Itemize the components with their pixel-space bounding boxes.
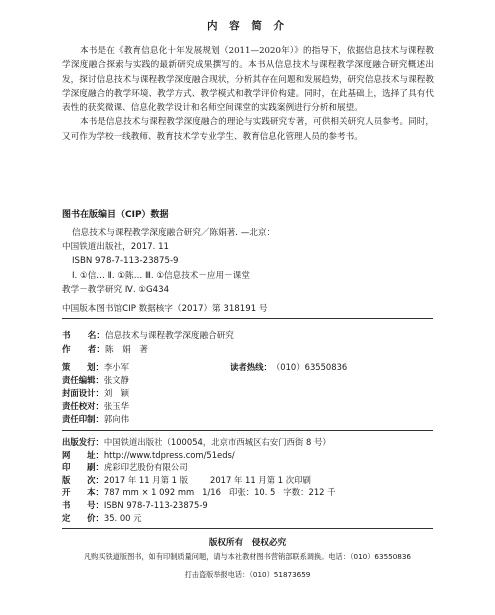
isbn: ISBN 978-7-113-23875-9 xyxy=(103,499,208,510)
piracy-hotline: 打击盗版举报电话：（010）51873659 xyxy=(184,570,311,579)
sheets: 印张：10. 5 xyxy=(228,487,276,498)
publisher: 中国铁道出版社（100054，北京市西城区右安门西街 8 号） xyxy=(103,437,331,447)
cip-block xyxy=(62,226,442,297)
edition-label: 版 次： xyxy=(62,474,104,485)
book-info xyxy=(62,329,234,357)
isbn-row xyxy=(62,499,434,512)
summary-title: 内 容 简 介 xyxy=(207,20,288,32)
book-author-label: 作 者： xyxy=(62,345,105,355)
copyright-notice: 版权所有 侵权必究 xyxy=(208,538,287,548)
staff-value: 郭向伟 xyxy=(103,414,129,424)
staff-label: 责任编辑： xyxy=(62,375,104,385)
staff-row xyxy=(62,413,434,426)
edition: 2017 年 11 月第 1 版 xyxy=(103,474,188,485)
cip-line: 教学－教学研究 Ⅳ. ①G434 xyxy=(62,284,170,295)
staff-row xyxy=(62,400,434,413)
quality-notice: 凡购买铁道版图书，如有印制质量问题，请与本社教材图书营销部联系调换。电话：（010）63550836 xyxy=(83,552,412,561)
website: http://www.tdpress.com/51eds/ xyxy=(103,449,235,460)
book-author: 陈 娟 著 xyxy=(104,345,148,355)
book-title-label: 书 名： xyxy=(62,331,105,341)
staff-value: 张玉华 xyxy=(103,401,129,411)
publication-info xyxy=(62,436,434,524)
book-title-row xyxy=(62,329,234,343)
cip-heading: 图书在版编目（CIP）数据 xyxy=(62,210,169,220)
format-row xyxy=(62,486,434,499)
staff-row xyxy=(62,387,434,400)
website-row xyxy=(62,449,434,462)
publisher-label: 出版发行： xyxy=(62,437,104,447)
website-label: 网 址： xyxy=(62,449,104,460)
format-fold: 1/16 xyxy=(202,487,221,498)
publisher-row xyxy=(62,436,434,449)
cip-data-number: 中国版本图书馆CIP 数据核字（2017）第 318191 号 xyxy=(62,304,268,314)
staff-value: 刘 颖 xyxy=(103,388,129,398)
words: 字数：212 千 xyxy=(283,487,336,498)
staff-value: 张文静 xyxy=(103,375,129,385)
format-label: 开 本： xyxy=(62,487,104,498)
hotline-value: （010）63550836 xyxy=(271,362,348,372)
hotline-label: 读者热线： xyxy=(230,362,272,372)
printer: 虎彩印艺股份有限公司 xyxy=(103,462,188,473)
staff-label: 封面设计： xyxy=(62,388,104,398)
staff-row xyxy=(62,374,434,387)
format: 787 mm × 1 092 mm xyxy=(103,487,195,498)
divider xyxy=(62,528,433,529)
printer-label: 印 刷： xyxy=(62,462,104,473)
reader-hotline xyxy=(230,361,347,374)
staff-label: 策 划： xyxy=(62,362,104,372)
edition-row xyxy=(62,474,434,487)
staff-row xyxy=(62,361,434,374)
printing: 2017 年 11 月第 1 次印刷 xyxy=(210,474,311,485)
cip-line: ISBN 978-7-113-23875-9 xyxy=(72,256,179,267)
price-label: 定 价： xyxy=(62,512,104,523)
cip-line: 信息技术与课程教学深度融合研究／陈娟著. —北京： xyxy=(72,228,276,238)
divider xyxy=(62,430,433,431)
cip-line: Ⅰ. ①信… Ⅱ. ①陈… Ⅲ. ①信息技术－应用－课堂 xyxy=(72,270,250,281)
printer-row xyxy=(62,461,434,474)
book-title: 信息技术与课程教学深度融合研究 xyxy=(104,331,234,341)
price-row xyxy=(62,512,434,525)
cip-line: 中国铁道出版社，2017. 11 xyxy=(62,242,170,253)
staff-label: 责任印制： xyxy=(62,414,104,424)
isbn-label: 书 号： xyxy=(62,499,104,510)
price: 35. 00 元 xyxy=(103,512,142,523)
summary-paragraph: 本书是信息技术与课程教学深度融合的理论与实践研究专著，可供相关研究人员参考。同时，又可作为学校一线教师、教育技术学专业学生、教育信息化管理人员的参考书。 xyxy=(62,117,434,142)
staff-label: 责任校对： xyxy=(62,401,104,411)
summary-text xyxy=(62,44,434,144)
staff-value: 李小军 xyxy=(103,362,129,372)
staff-list xyxy=(62,361,434,426)
divider xyxy=(62,318,433,319)
summary-paragraph: 本书是在《教育信息化十年发展规划（2011—2020年）》的指导下，依据信息技术与课程教学深度融合探索与实践的最新研究成果撰写的。本书从信息技术与课程教学深度融合研究概述出发，探讨信息技术与课程教学深度融合现状，分析其存在问题和发展趋势，研究信息技术与课程教学深度融合的教学环境、教学方式、教学模式和教学评价构建。同时，在此基础上，选择了具有代表性的获奖微课、信息化教学设计和名师空间课堂的实践案例进行分析和展望。 xyxy=(62,46,434,114)
book-author-row xyxy=(62,343,234,357)
